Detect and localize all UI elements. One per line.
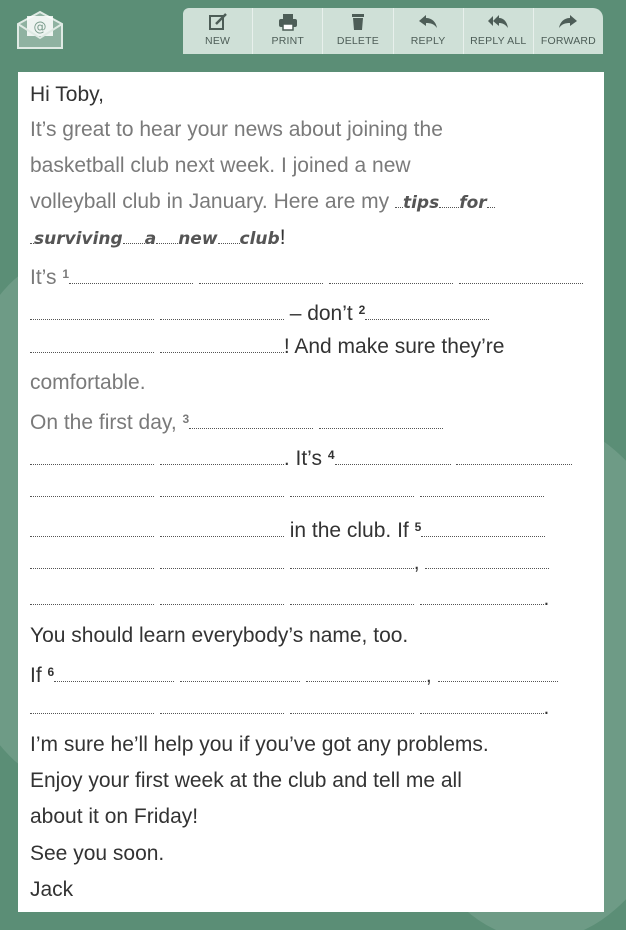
gap-5-line <box>30 514 545 544</box>
answer-gap[interactable] <box>438 673 558 682</box>
mail-envelope-icon <box>16 10 64 50</box>
its-text: . It’s <box>283 447 322 470</box>
its-text: It’s <box>30 266 57 289</box>
gap-number: 3 <box>182 412 190 426</box>
reply-button[interactable] <box>394 8 464 54</box>
signature: Jack <box>30 878 74 901</box>
answer-gap[interactable] <box>160 456 284 465</box>
answer-gap[interactable] <box>160 311 284 320</box>
greeting: Hi Toby, <box>30 83 104 106</box>
gap-1-line <box>30 261 583 291</box>
gap-number: 6 <box>47 665 55 679</box>
answer-gap[interactable] <box>30 456 154 465</box>
gap-3-line <box>30 406 443 436</box>
handwritten-answer: new <box>178 229 218 249</box>
answer-gap[interactable] <box>319 420 443 429</box>
answer-gap[interactable] <box>290 488 414 497</box>
mail-toolbar <box>183 8 603 54</box>
answer-gap[interactable] <box>69 275 193 284</box>
answer-gap[interactable] <box>160 560 284 569</box>
reply-all-arrows-icon <box>487 13 509 31</box>
first-day-text: On the first day, <box>30 411 177 434</box>
answer-gap[interactable] <box>365 311 489 320</box>
answer-gap[interactable] <box>30 488 154 497</box>
handwritten-answer: tips <box>402 193 440 213</box>
delete-button[interactable] <box>323 8 393 54</box>
paragraph-line <box>30 189 495 216</box>
new-button[interactable] <box>183 8 253 54</box>
gap-number: 4 <box>327 448 335 462</box>
gap-number: 2 <box>358 303 366 317</box>
print-label: PRINT <box>271 35 304 47</box>
answer-gap[interactable] <box>30 311 154 320</box>
comfortable-line <box>30 334 504 360</box>
reply-arrow-icon <box>417 13 439 31</box>
answer-gap[interactable] <box>30 705 154 714</box>
gap-number: 5 <box>414 520 422 534</box>
example-answer-line <box>30 225 286 252</box>
period: . <box>543 587 550 610</box>
paragraph-line: comfortable. <box>30 371 146 394</box>
answer-gap[interactable] <box>160 528 284 537</box>
email-body <box>18 72 604 912</box>
gap-line <box>30 586 549 612</box>
answer-gap[interactable] <box>290 705 414 714</box>
paragraph-line: about it on Friday! <box>30 805 199 828</box>
gap-6-line <box>30 659 558 689</box>
paragraph-line: I’m sure he’ll help you if you’ve got any problems. <box>30 733 489 756</box>
handwritten-answer: for <box>459 193 487 213</box>
if-text: If <box>30 664 42 687</box>
reply-all-button[interactable] <box>464 8 534 54</box>
answer-gap[interactable] <box>456 456 572 465</box>
answer-gap[interactable] <box>160 488 284 497</box>
forward-button[interactable] <box>534 8 603 54</box>
answer-gap[interactable] <box>160 705 284 714</box>
answer-gap[interactable] <box>30 344 154 353</box>
answer-gap[interactable] <box>199 275 323 284</box>
comma: , <box>413 551 420 574</box>
new-label: NEW <box>205 35 231 47</box>
answer-gap[interactable] <box>329 275 453 284</box>
gap-number: 1 <box>62 267 69 281</box>
answer-gap[interactable] <box>30 528 154 537</box>
answer-gap[interactable] <box>160 344 284 353</box>
paragraph-text: ! And make sure they’re <box>283 335 505 358</box>
handwritten-answer: surviving <box>34 229 123 249</box>
answer-gap[interactable] <box>335 456 451 465</box>
delete-label: DELETE <box>336 35 379 47</box>
answer-gap[interactable] <box>54 673 174 682</box>
paragraph-line: It’s great to hear your news about joining the <box>30 118 443 141</box>
paragraph-text: volleyball club in January. Here are my <box>30 190 390 213</box>
paragraph-line: Enjoy your first week at the club and tell me all <box>30 769 462 792</box>
gap-line <box>30 550 549 576</box>
trash-icon <box>347 13 369 31</box>
answer-gap[interactable] <box>459 275 583 284</box>
answer-gap[interactable] <box>420 488 544 497</box>
gap-4-line <box>30 442 572 472</box>
answer-gap[interactable] <box>30 596 154 605</box>
comma: , <box>425 664 432 687</box>
handwritten-answer: a <box>144 229 157 249</box>
in-club-text: in the club. If <box>289 519 409 542</box>
reply-all-label: REPLY ALL <box>470 35 527 47</box>
answer-gap[interactable] <box>160 596 284 605</box>
paragraph-line: You should learn everybody’s name, too. <box>30 624 409 647</box>
reply-label: REPLY <box>410 35 446 47</box>
answer-gap[interactable] <box>420 705 544 714</box>
dont-text: – don’t <box>289 302 353 325</box>
answer-gap[interactable] <box>425 560 549 569</box>
answer-gap[interactable] <box>290 560 414 569</box>
answer-gap[interactable] <box>290 596 414 605</box>
answer-gap[interactable] <box>420 596 544 605</box>
sign-off: See you soon. <box>30 842 165 865</box>
handwritten-answer: club <box>239 229 280 249</box>
compose-icon <box>207 13 229 31</box>
forward-label: FORWARD <box>540 35 596 47</box>
paragraph-line: basketball club next week. I joined a new <box>30 154 411 177</box>
answer-gap[interactable] <box>30 560 154 569</box>
gap-line <box>30 478 544 504</box>
gap-2-line <box>30 297 489 327</box>
exclamation: ! <box>279 226 286 249</box>
answer-gap[interactable] <box>421 528 545 537</box>
period: . <box>543 696 550 719</box>
answer-gap[interactable] <box>180 673 300 682</box>
svg-text:@: @ <box>33 20 47 35</box>
forward-arrow-icon <box>557 13 579 31</box>
printer-icon <box>277 13 299 31</box>
answer-gap[interactable] <box>306 673 426 682</box>
print-button[interactable] <box>253 8 323 54</box>
answer-gap[interactable] <box>189 420 313 429</box>
gap-line <box>30 695 549 721</box>
